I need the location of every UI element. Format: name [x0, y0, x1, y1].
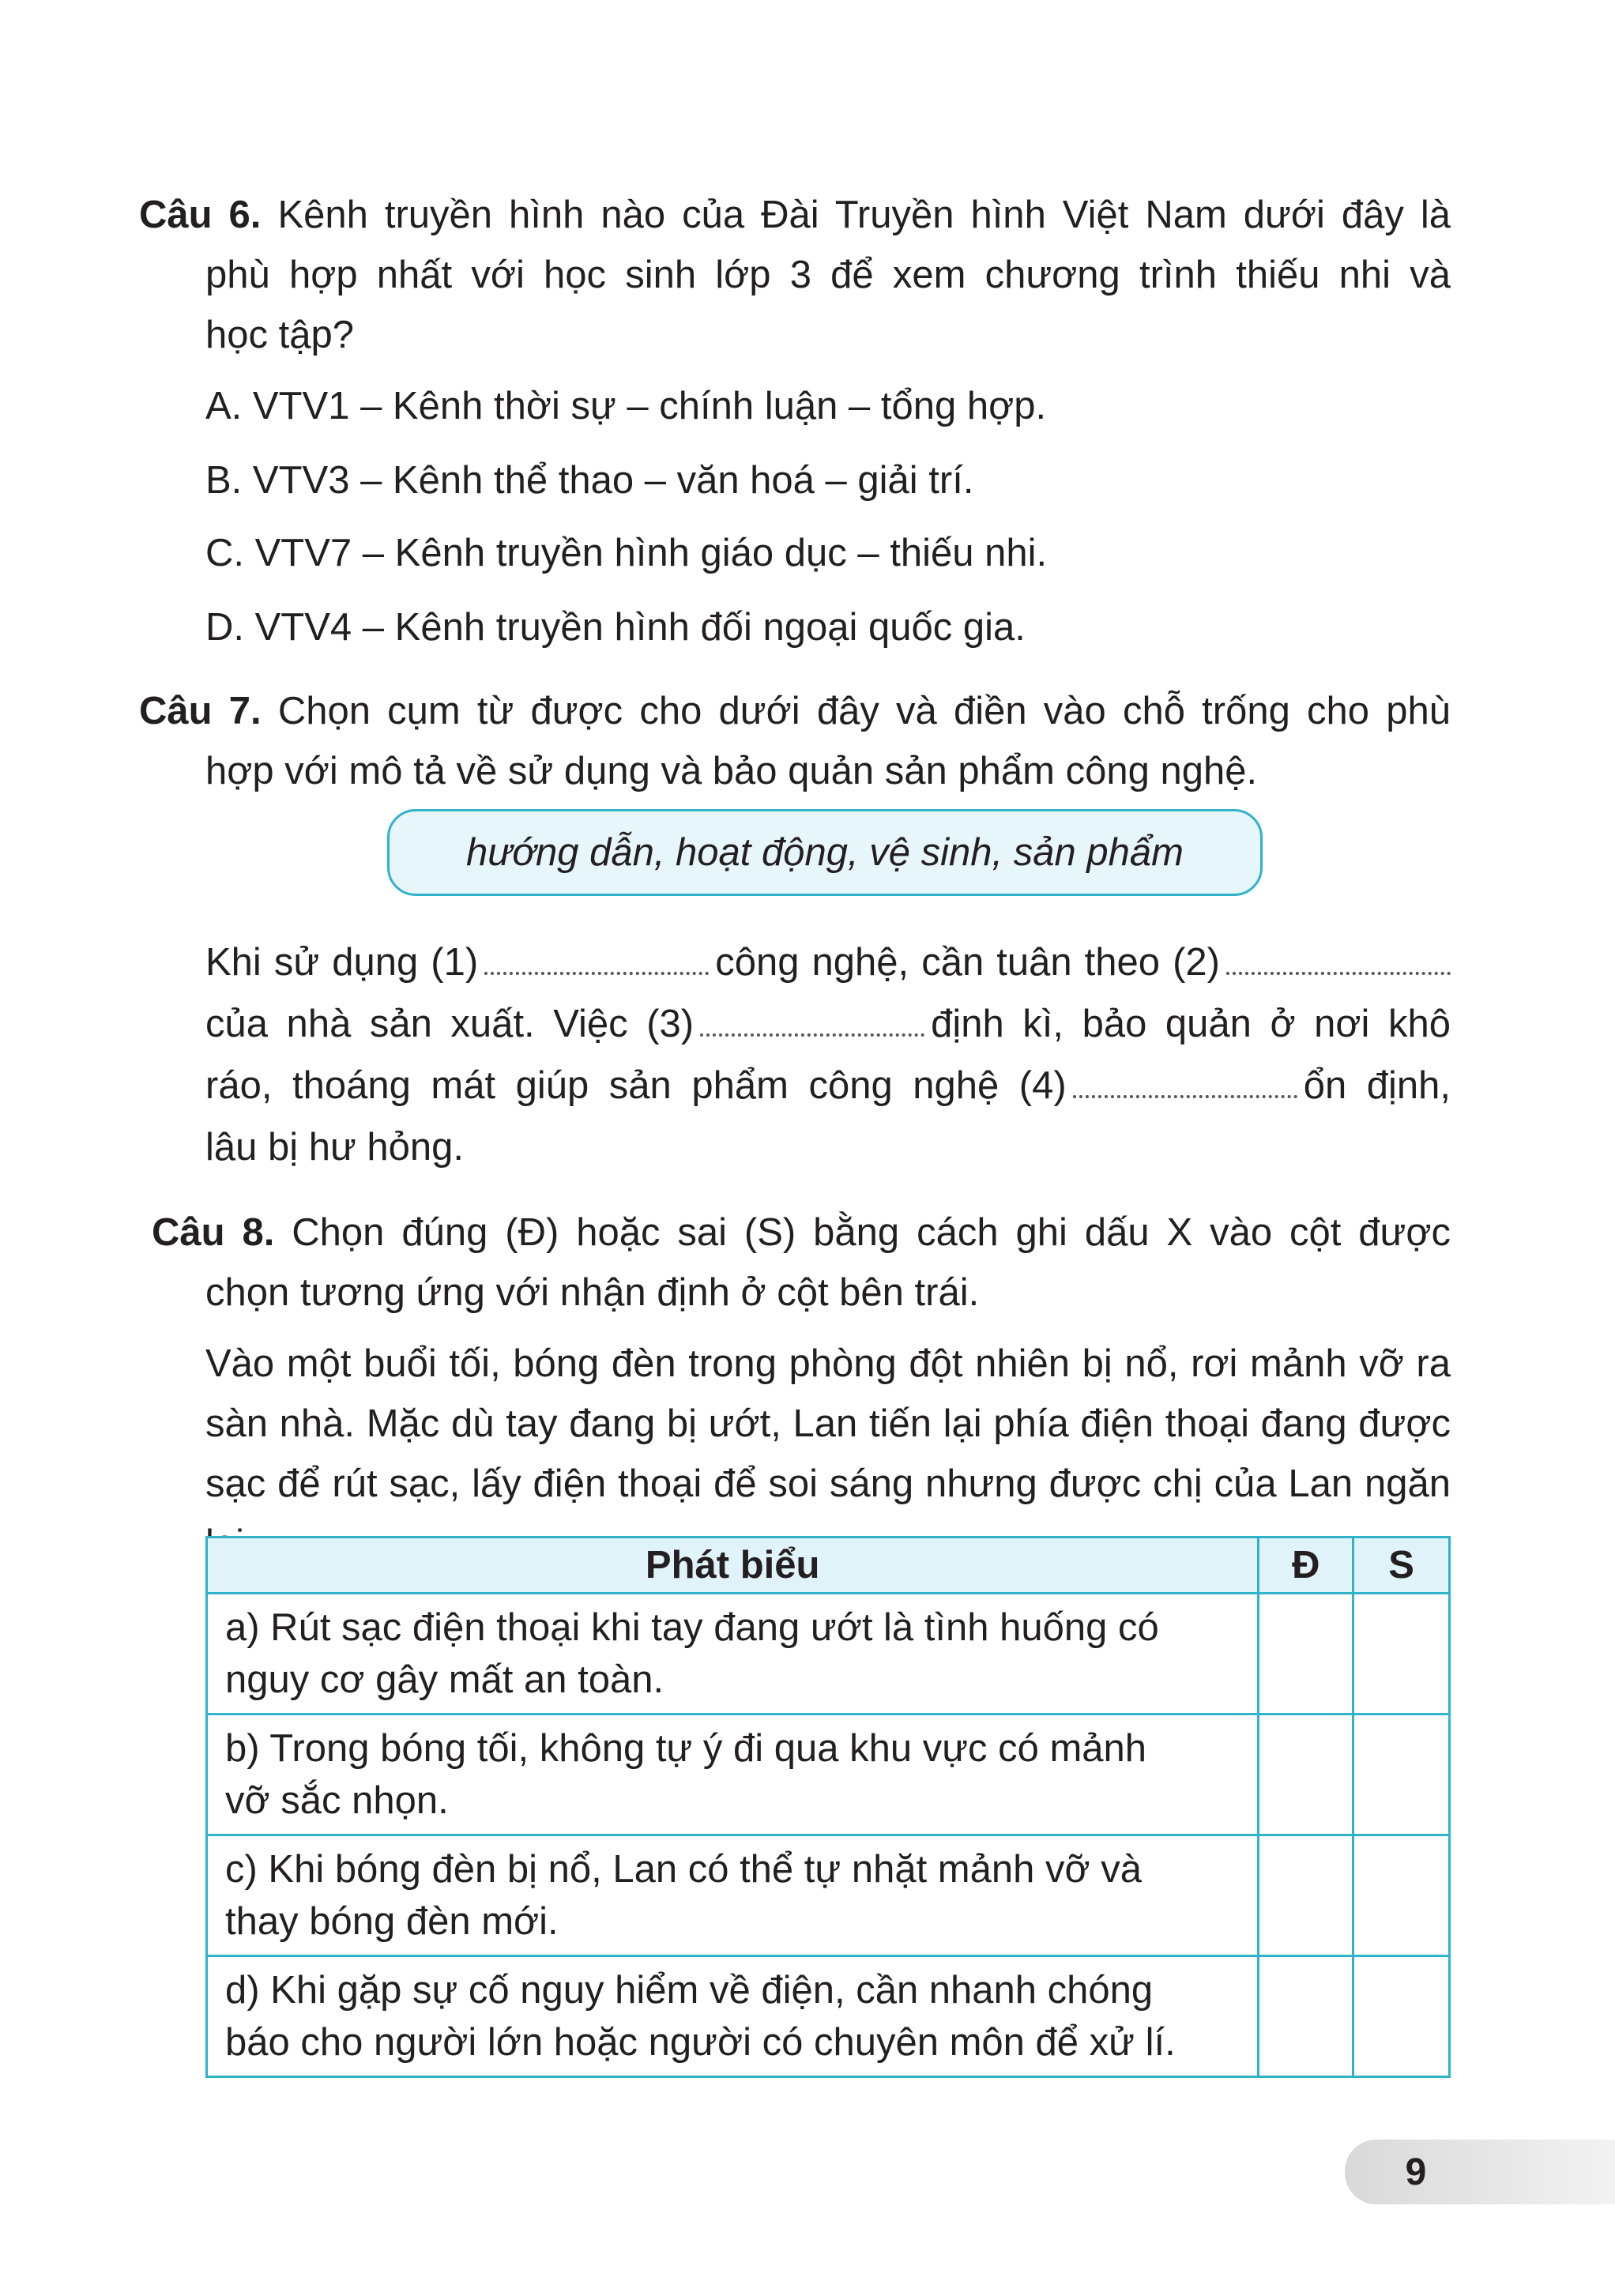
statement-a: a) Rút sạc điện thoại khi tay đang ướt là tình huống có nguy cơ gây mất an toàn. [207, 1594, 1259, 1714]
page-number: 9 [1405, 2151, 1427, 2193]
q8-scenario-line1: Vào một buổi tối, bóng đèn trong phòng đột nhiên bị nổ, rơi mảnh vỡ ra [205, 1342, 1451, 1385]
table-row [207, 1714, 1450, 1835]
header-false: S [1353, 1538, 1450, 1594]
q7-paragraph-line4: lâu bị hư hỏng. [205, 1126, 465, 1169]
answer-cell-false-a[interactable] [1353, 1594, 1450, 1714]
blank-3[interactable] [700, 999, 924, 1037]
answer-cell-true-d[interactable] [1259, 1956, 1353, 2077]
q8-line2: chọn tương ứng với nhận định ở cột bên trái. [205, 1271, 980, 1314]
answer-cell-true-a[interactable] [1259, 1594, 1353, 1714]
table-row [207, 1956, 1450, 2077]
table-row [207, 1835, 1450, 1956]
q8-label: Câu 8. [152, 1211, 275, 1254]
table-row [207, 1594, 1450, 1714]
statement-table [205, 1536, 1451, 2078]
q7-paragraph-line3: ráo, thoáng mát giúp sản phẩm công nghệ (4) ổn định, [205, 1056, 1451, 1116]
q6-option-d: D. VTV4 – Kênh truyền hình đối ngoại quốc gia. [205, 606, 1026, 649]
q7-paragraph-line1: Khi sử dụng (1) công nghệ, cần tuân theo (2) [205, 932, 1451, 992]
q6-option-b: B. VTV3 – Kênh thể thao – văn hoá – giải trí. [205, 459, 974, 502]
q7-paragraph-line2: của nhà sản xuất. Việc (3) định kì, bảo quản ở nơi khô [205, 994, 1451, 1054]
q8-line1: Câu 8. Chọn đúng (Đ) hoặc sai (S) bằng cách ghi dấu X vào cột được [152, 1211, 1451, 1254]
blank-2[interactable] [1226, 937, 1451, 975]
answer-cell-true-c[interactable] [1259, 1835, 1353, 1956]
q6-line2: phù hợp nhất với học sinh lớp 3 để xem chương trình thiếu nhi và [205, 254, 1451, 296]
answer-cell-false-c[interactable] [1353, 1835, 1450, 1956]
blank-1[interactable] [484, 937, 709, 975]
q6-label: Câu 6. [139, 194, 262, 236]
q6-option-a: A. VTV1 – Kênh thời sự – chính luận – tổng hợp. [205, 385, 1047, 427]
q8-scenario-line3: sạc để rút sạc, lấy điện thoại để soi sáng nhưng được chị của Lan ngăn [205, 1462, 1451, 1505]
q7-line2: hợp với mô tả về sử dụng và bảo quản sản phẩm công nghệ. [205, 750, 1258, 792]
q8-scenario-line2: sàn nhà. Mặc dù tay đang bị ướt, Lan tiến lại phía điện thoại đang được [205, 1402, 1451, 1445]
q7-line1: Câu 7. Chọn cụm từ được cho dưới đây và điền vào chỗ trống cho phù [139, 690, 1451, 732]
answer-cell-false-b[interactable] [1353, 1714, 1450, 1835]
answer-cell-false-d[interactable] [1353, 1956, 1450, 2077]
q6-option-c: C. VTV7 – Kênh truyền hình giáo dục – thiếu nhi. [205, 532, 1048, 574]
statement-b: b) Trong bóng tối, không tự ý đi qua khu vực có mảnh vỡ sắc nhọn. [207, 1714, 1259, 1835]
q6-line1: Câu 6. Kênh truyền hình nào của Đài Truyền hình Việt Nam dưới đây là [139, 194, 1451, 236]
q6-line3: học tập? [205, 314, 354, 356]
answer-cell-true-b[interactable] [1259, 1714, 1353, 1835]
blank-4[interactable] [1073, 1060, 1297, 1098]
header-true: Đ [1259, 1538, 1353, 1594]
header-statement: Phát biểu [207, 1538, 1259, 1594]
q7-label: Câu 7. [139, 690, 262, 732]
statement-d: d) Khi gặp sự cố nguy hiểm về điện, cần nhanh chóng báo cho người lớn hoặc người có chuyên môn để xử lí. [207, 1956, 1259, 2077]
word-bank-box: hướng dẫn, hoạt động, vệ sinh, sản phẩm [387, 809, 1263, 896]
statement-c: c) Khi bóng đèn bị nổ, Lan có thể tự nhặt mảnh vỡ và thay bóng đèn mới. [207, 1835, 1259, 1956]
table-header-row [207, 1538, 1450, 1594]
